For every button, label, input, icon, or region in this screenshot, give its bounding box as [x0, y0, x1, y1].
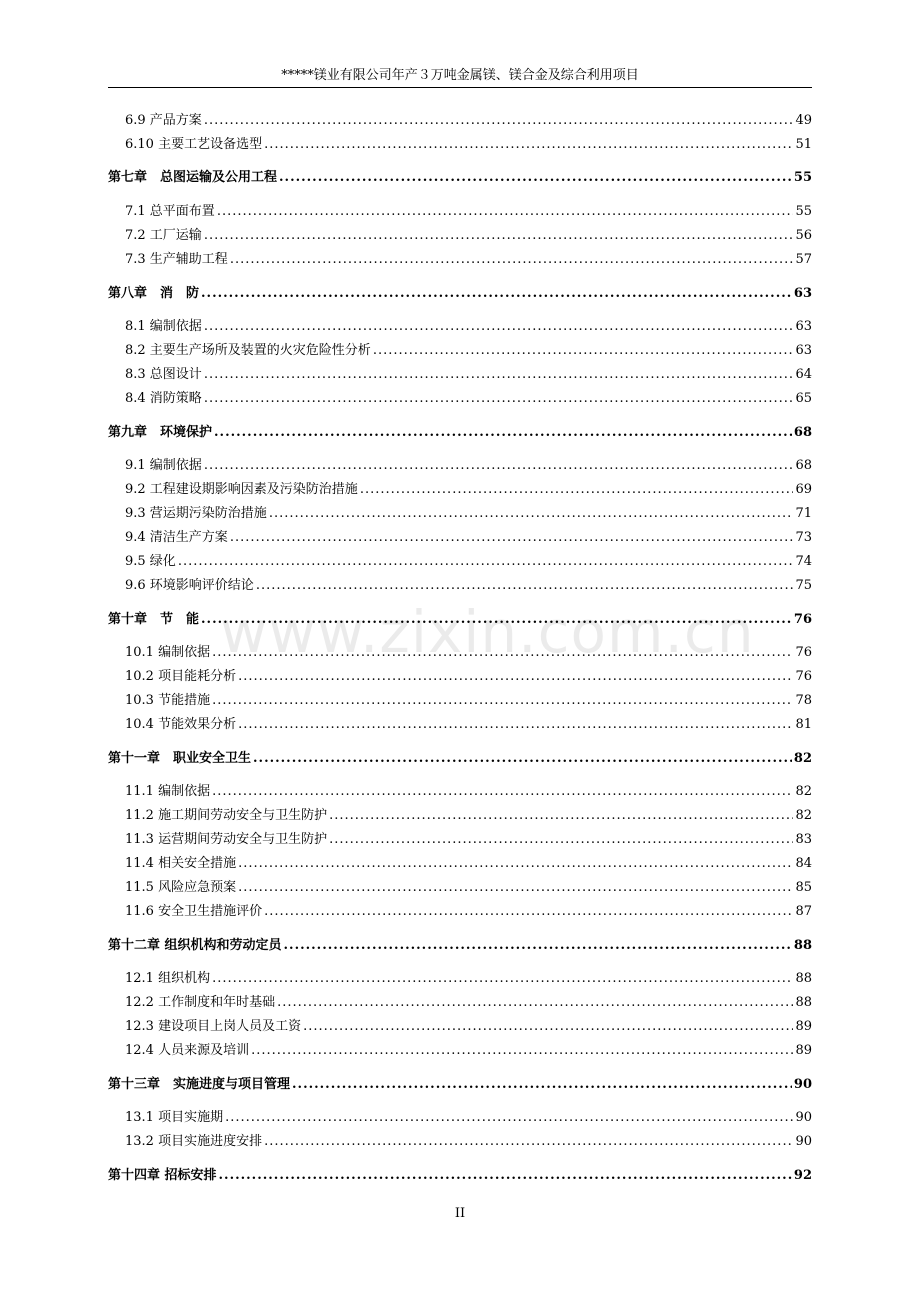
toc-entry-page-number: 71 [795, 506, 812, 521]
toc-section-entry[interactable] [125, 527, 812, 549]
toc-entry-title: 第十二章 组织机构和劳动定员 [108, 938, 282, 953]
toc-entry-page-number: 63 [795, 343, 812, 358]
toc-section-entry[interactable] [125, 575, 812, 597]
toc-entry-title: 6.10 主要工艺设备选型 [125, 137, 263, 152]
toc-leader-dots [230, 249, 794, 271]
toc-entry-title: 6.9 产品方案 [125, 113, 202, 128]
toc-entry-page-number: 55 [795, 204, 812, 219]
toc-leader-dots [292, 1074, 792, 1096]
toc-chapter-entry[interactable] [108, 748, 812, 770]
toc-leader-dots [253, 748, 792, 770]
toc-entry-title: 12.3 建设项目上岗人员及工资 [125, 1019, 302, 1034]
toc-entry-title: 9.2 工程建设期影响因素及污染防治措施 [125, 482, 358, 497]
toc-entry-title: 8.3 总图设计 [125, 367, 202, 382]
toc-entry-title: 11.6 安全卫生措施评价 [125, 904, 263, 919]
toc-leader-dots [212, 781, 793, 803]
toc-chapter-entry[interactable] [108, 609, 812, 631]
toc-leader-dots [204, 455, 794, 477]
toc-leader-dots [373, 340, 794, 362]
toc-section-entry[interactable] [125, 805, 812, 827]
toc-entry-page-number: 89 [795, 1019, 812, 1034]
toc-entry-title: 第九章 环境保护 [108, 425, 213, 440]
toc-entry-title: 第七章 总图运输及公用工程 [108, 170, 278, 185]
page-number: II [454, 1206, 466, 1221]
toc-entry-page-number: 74 [795, 554, 812, 569]
toc-entry-page-number: 57 [795, 252, 812, 267]
toc-section-entry[interactable] [125, 1107, 812, 1129]
toc-section-entry[interactable] [125, 134, 812, 156]
toc-entry-title: 9.6 环境影响评价结论 [125, 578, 254, 593]
toc-entry-page-number: 84 [795, 856, 812, 871]
toc-section-entry[interactable] [125, 992, 812, 1014]
toc-entry-title: 8.2 主要生产场所及装置的火灾危险性分析 [125, 343, 371, 358]
toc-leader-dots [277, 992, 793, 1014]
toc-section-entry[interactable] [125, 340, 812, 362]
toc-entry-title: 7.1 总平面布置 [125, 204, 215, 219]
toc-entry-page-number: 68 [795, 458, 812, 473]
toc-leader-dots [204, 225, 794, 247]
toc-leader-dots [204, 110, 794, 132]
toc-entry-title: 11.2 施工期间劳动安全与卫生防护 [125, 808, 328, 823]
toc-section-entry[interactable] [125, 690, 812, 712]
toc-leader-dots [238, 853, 793, 875]
toc-leader-dots [217, 201, 794, 223]
toc-chapter-entry[interactable] [108, 935, 812, 957]
toc-section-entry[interactable] [125, 968, 812, 990]
toc-entry-page-number: 64 [795, 367, 812, 382]
toc-entry-page-number: 76 [795, 669, 812, 684]
toc-leader-dots [204, 388, 794, 410]
watermark: www.zixin.com.cn [220, 598, 755, 666]
toc-entry-page-number: 90 [793, 1077, 812, 1092]
toc-leader-dots [329, 829, 793, 851]
toc-entry-page-number: 56 [795, 228, 812, 243]
toc-entry-page-number: 68 [793, 425, 812, 440]
toc-entry-page-number: 90 [795, 1110, 812, 1125]
toc-entry-title: 11.5 风险应急预案 [125, 880, 237, 895]
toc-entry-title: 7.3 生产辅助工程 [125, 252, 228, 267]
toc-entry-title: 9.1 编制依据 [125, 458, 202, 473]
toc-leader-dots [238, 666, 793, 688]
toc-entry-page-number: 82 [795, 784, 812, 799]
toc-section-entry[interactable] [125, 388, 812, 410]
toc-entry-page-number: 88 [795, 995, 812, 1010]
toc-entry-page-number: 92 [793, 1168, 812, 1183]
toc-section-entry[interactable] [125, 829, 812, 851]
toc-entry-page-number: 89 [795, 1043, 812, 1058]
toc-entry-title: 13.2 项目实施进度安排 [125, 1134, 263, 1149]
toc-leader-dots [238, 877, 793, 899]
toc-entry-page-number: 75 [795, 578, 812, 593]
toc-section-entry[interactable] [125, 316, 812, 338]
toc-entry-page-number: 90 [795, 1134, 812, 1149]
toc-entry-title: 12.2 工作制度和年时基础 [125, 995, 276, 1010]
toc-leader-dots [303, 1016, 793, 1038]
toc-section-entry[interactable] [125, 666, 812, 688]
toc-entry-title: 12.1 组织机构 [125, 971, 211, 986]
toc-leader-dots [225, 1107, 793, 1129]
toc-entry-page-number: 73 [795, 530, 812, 545]
toc-entry-title: 第八章 消 防 [108, 286, 200, 301]
toc-chapter-entry[interactable] [108, 1074, 812, 1096]
toc-section-entry[interactable] [125, 364, 812, 386]
toc-chapter-entry[interactable] [108, 283, 812, 305]
toc-entry-page-number: 82 [795, 808, 812, 823]
toc-leader-dots [269, 503, 794, 525]
toc-leader-dots [204, 364, 794, 386]
toc-entry-title: 8.1 编制依据 [125, 319, 202, 334]
toc-section-entry[interactable] [125, 1040, 812, 1062]
toc-entry-title: 8.4 消防策略 [125, 391, 202, 406]
toc-section-entry[interactable] [125, 714, 812, 736]
toc-chapter-entry[interactable] [108, 1165, 812, 1187]
toc-entry-page-number: 63 [795, 319, 812, 334]
toc-entry-page-number: 76 [795, 645, 812, 660]
toc-entry-page-number: 63 [793, 286, 812, 301]
toc-section-entry[interactable] [125, 110, 812, 132]
toc-leader-dots [284, 935, 792, 957]
toc-section-entry[interactable] [125, 479, 812, 501]
toc-entry-page-number: 82 [793, 751, 812, 766]
toc-entry-page-number: 88 [793, 938, 812, 953]
toc-entry-title: 第十一章 职业安全卫生 [108, 751, 252, 766]
toc-leader-dots [279, 167, 792, 189]
toc-section-entry[interactable] [125, 877, 812, 899]
toc-section-entry[interactable] [125, 853, 812, 875]
toc-entry-title: 12.4 人员来源及培训 [125, 1043, 250, 1058]
toc-section-entry[interactable] [125, 551, 812, 573]
toc-entry-title: 11.3 运营期间劳动安全与卫生防护 [125, 832, 328, 847]
toc-section-entry[interactable] [125, 1131, 812, 1153]
toc-entry-title: 10.1 编制依据 [125, 645, 211, 660]
toc-leader-dots [219, 1165, 792, 1187]
toc-entry-title: 第十章 节 能 [108, 612, 200, 627]
toc-entry-page-number: 55 [793, 170, 812, 185]
toc-entry-page-number: 85 [795, 880, 812, 895]
toc-leader-dots [201, 609, 792, 631]
toc-section-entry[interactable] [125, 503, 812, 525]
toc-entry-page-number: 78 [795, 693, 812, 708]
toc-entry-title: 9.5 绿化 [125, 554, 176, 569]
toc-section-entry[interactable] [125, 455, 812, 477]
toc-entry-title: 13.1 项目实施期 [125, 1110, 224, 1125]
toc-chapter-entry[interactable] [108, 422, 812, 444]
toc-entry-page-number: 81 [795, 717, 812, 732]
toc-entry-title: 7.2 工厂运输 [125, 228, 202, 243]
toc-section-entry[interactable] [125, 901, 812, 923]
toc-leader-dots [360, 479, 794, 501]
toc-entry-title: 第十三章 实施进度与项目管理 [108, 1077, 291, 1092]
toc-entry-title: 9.4 清洁生产方案 [125, 530, 228, 545]
toc-leader-dots [251, 1040, 793, 1062]
toc-entry-title: 10.4 节能效果分析 [125, 717, 237, 732]
toc-entry-page-number: 49 [795, 113, 812, 128]
toc-entry-title: 10.3 节能措施 [125, 693, 211, 708]
toc-section-entry[interactable] [125, 781, 812, 803]
toc-leader-dots [264, 901, 793, 923]
toc-chapter-entry[interactable] [108, 167, 812, 189]
toc-section-entry[interactable] [125, 201, 812, 223]
page-header: *****镁业有限公司年产３万吨金属镁、镁合金及综合利用项目 [108, 64, 812, 88]
toc-entry-page-number: 69 [795, 482, 812, 497]
toc-entry-page-number: 87 [795, 904, 812, 919]
toc-entry-title: 9.3 营运期污染防治措施 [125, 506, 267, 521]
toc-leader-dots [214, 422, 792, 444]
toc-section-entry[interactable] [125, 225, 812, 247]
toc-entry-title: 11.1 编制依据 [125, 784, 211, 799]
toc-leader-dots [264, 134, 793, 156]
toc-entry-title: 第十四章 招标安排 [108, 1168, 217, 1183]
toc-entry-title: 11.4 相关安全措施 [125, 856, 237, 871]
toc-entry-page-number: 65 [795, 391, 812, 406]
toc-leader-dots [212, 968, 793, 990]
toc-leader-dots [201, 283, 792, 305]
toc-leader-dots [212, 690, 793, 712]
toc-entry-page-number: 51 [795, 137, 812, 152]
toc-entry-page-number: 76 [793, 612, 812, 627]
toc-leader-dots [230, 527, 794, 549]
toc-leader-dots [212, 642, 793, 664]
toc-leader-dots [329, 805, 793, 827]
toc-leader-dots [238, 714, 793, 736]
toc-entry-page-number: 83 [795, 832, 812, 847]
toc-leader-dots [256, 575, 794, 597]
toc-section-entry[interactable] [125, 249, 812, 271]
toc-entry-page-number: 88 [795, 971, 812, 986]
toc-leader-dots [178, 551, 794, 573]
toc-leader-dots [264, 1131, 793, 1153]
toc-section-entry[interactable] [125, 1016, 812, 1038]
toc-entry-title: 10.2 项目能耗分析 [125, 669, 237, 684]
toc-leader-dots [204, 316, 794, 338]
toc-section-entry[interactable] [125, 642, 812, 664]
